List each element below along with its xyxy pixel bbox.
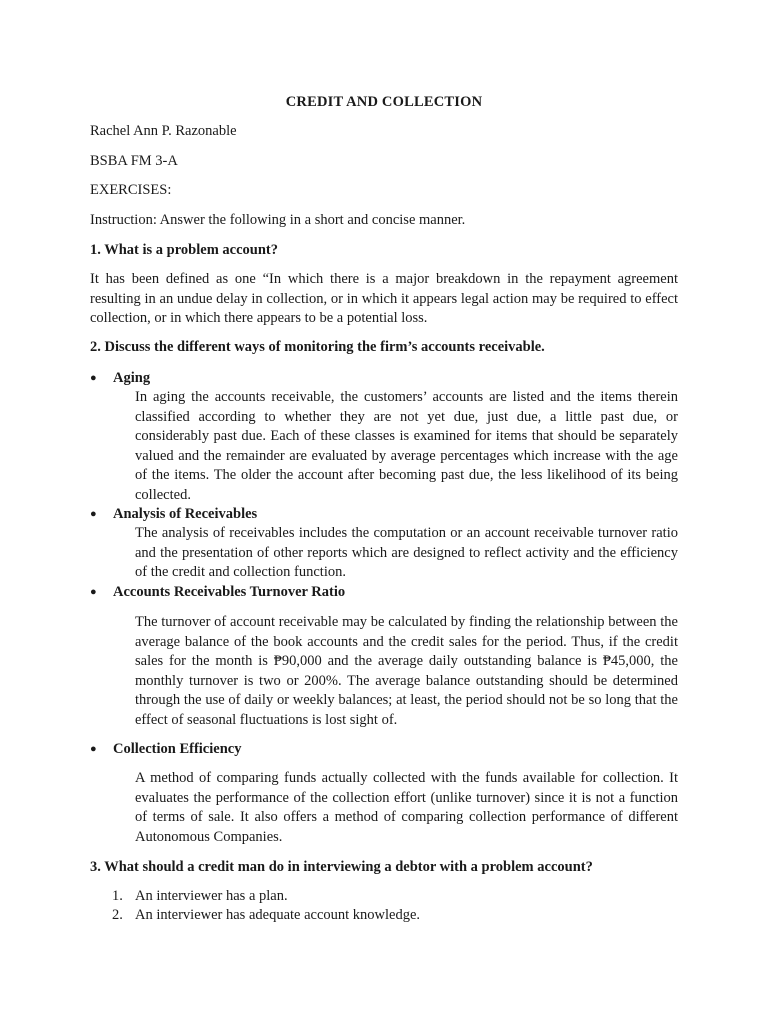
question-3: 3. What should a credit man do in interviewing a debtor with a problem account? <box>90 859 593 875</box>
list-number: 1. <box>112 888 123 904</box>
bullet-turnover-ratio <box>90 583 345 603</box>
analysis-text: The analysis of receivables includes the computation or an account receivable turnover ratio and the presentation of other reports which are designed to reflect activity and the efficiency of the credit and collection function. <box>135 525 678 580</box>
bullet-dot: ● <box>90 372 97 384</box>
list-text: An interviewer has a plan. <box>135 888 288 904</box>
aging-text: In aging the accounts receivable, the customers’ accounts are listed and the items therein classified according to whether they are not yet due, just due, a little past due, or considerably past due. Each of these classes is examined for items that should be separately valued and the remainder are evaluated by average percentages which increase with the age of the items. The older the account after becoming past due, the less likelihood of its being collected. <box>135 389 678 503</box>
document-title: CREDIT AND COLLECTION <box>285 94 483 110</box>
answer-1: It has been defined as one “In which there is a major breakdown in the repayment agreement resulting in an undue delay in collection, or in which it appears legal action may be required to effect collection, or in which there appears to be a potential loss. <box>90 271 678 326</box>
exercises-heading: EXERCISES: <box>90 182 172 198</box>
bullet-heading: Aging <box>113 370 151 386</box>
bullet-dot: ● <box>90 508 97 520</box>
bullet-aging <box>90 369 150 389</box>
list-item <box>112 887 288 907</box>
instruction-text: Instruction: Answer the following in a short and concise manner. <box>90 212 466 228</box>
list-item <box>112 906 420 926</box>
question-2: 2. Discuss the different ways of monitoring the firm’s accounts receivable. <box>90 339 545 355</box>
bullet-dot: ● <box>90 743 97 755</box>
collection-efficiency-text: A method of comparing funds actually collected with the funds available for collection. It evaluates the performance of the collection effort (unlike turnover) since it is not a function of terms of sale. It also offers a method of comparing collection performance of different Autonomous Companies. <box>135 770 678 845</box>
turnover-text: The turnover of account receivable may be calculated by finding the relationship between the average balance of the book accounts and the credit sales for the period. Thus, if the credit sales for the month is ₱90,000 and the average daily outstanding balance is ₱45,000, the monthly turnover is two or 200%. The average balance outstanding should be determined through the use of daily or weekly balances; at least, the period should not be so long that the effect of seasonal fluctuations is lost sight of. <box>135 614 678 728</box>
question-1: 1. What is a problem account? <box>90 242 278 258</box>
section-label: BSBA FM 3-A <box>90 153 178 169</box>
list-number: 2. <box>112 907 123 923</box>
bullet-collection-efficiency <box>90 740 241 760</box>
bullet-heading: Collection Efficiency <box>113 741 242 757</box>
bullet-dot: ● <box>90 586 97 598</box>
bullet-heading: Accounts Receivables Turnover Ratio <box>113 584 346 600</box>
bullet-heading: Analysis of Receivables <box>113 506 258 522</box>
bullet-analysis-of-receivables <box>90 505 257 525</box>
author-name: Rachel Ann P. Razonable <box>90 123 237 139</box>
list-text: An interviewer has adequate account knowledge. <box>135 907 421 923</box>
